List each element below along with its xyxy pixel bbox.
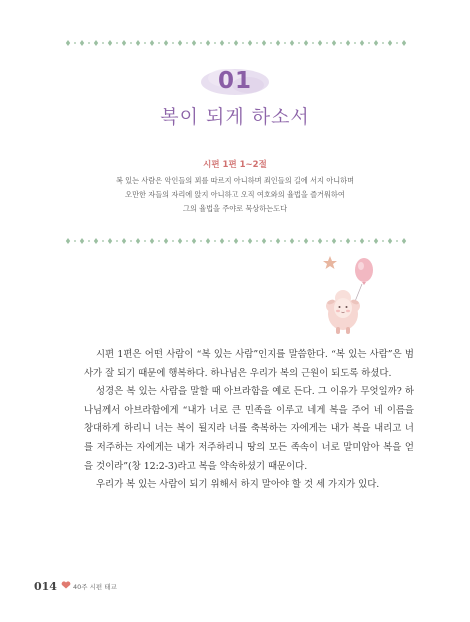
scripture-verse [60, 174, 410, 216]
chapter-title: 복이 되게 하소서 [160, 106, 310, 128]
divider-ornament [178, 40, 188, 46]
divider-ornament [234, 238, 244, 244]
divider-ornament [192, 238, 202, 244]
divider-ornament [388, 40, 398, 46]
divider-ornament [220, 40, 230, 46]
divider-ornament [122, 40, 132, 46]
body-paragraph: 성경은 복 있는 사람을 말할 때 아브라함을 예로 든다. 그 이유가 무엇일까? 하나님께서 아브라함에게 “내가 너로 큰 민족을 이루고 네게 복을 주어 네 이름을 창대하게 하리니 너는 복이 될지라 너를 축복하는 자에게는 내가 복을 내리고 너를 저주하는 자에게는 내가 저주하리니 땅의 모든 족속이 너로 말미암아 복을 얻을 것이라”(창 12:2-3)라고 복을 약속하셨기 때문이다. [84, 386, 414, 472]
divider-ornament [262, 238, 272, 244]
divider-ornament [122, 238, 132, 244]
divider-ornament [108, 238, 118, 244]
divider-ornament [360, 40, 370, 46]
verse-line: 그의 율법을 주야로 묵상하는도다 [182, 204, 288, 213]
divider-ornament [248, 40, 258, 46]
divider-ornament [402, 40, 408, 46]
divider-ornament [178, 238, 188, 244]
divider-ornament [80, 238, 90, 244]
body-text [84, 346, 414, 495]
divider-ornament [80, 40, 90, 46]
divider-ornament [332, 238, 342, 244]
body-paragraph: 우리가 복 있는 사람이 되기 위해서 하지 말아야 할 것 세 가지가 있다. [96, 479, 380, 491]
divider-ornament [360, 238, 370, 244]
divider-ornament [94, 238, 104, 244]
divider-ornament [206, 238, 216, 244]
divider-ornament [318, 40, 328, 46]
divider-ornament [150, 40, 160, 46]
divider-ornament [164, 40, 174, 46]
divider-ornament [248, 238, 258, 244]
divider-ornament [66, 40, 76, 46]
divider-ornament [290, 40, 300, 46]
divider-ornament [150, 238, 160, 244]
divider-ornament [276, 40, 286, 46]
bottom-divider [64, 236, 408, 246]
top-divider [64, 38, 408, 48]
divider-ornament [402, 238, 408, 244]
page-number: 014 [34, 580, 57, 593]
divider-ornament [234, 40, 244, 46]
divider-ornament [94, 40, 104, 46]
divider-ornament [346, 238, 356, 244]
scripture-reference: 시편 1편 1~2절 [203, 160, 267, 170]
star-icon [323, 256, 337, 269]
divider-ornament [374, 40, 384, 46]
page-footer [34, 580, 117, 593]
divider-ornament [220, 238, 230, 244]
body-paragraph: 시편 1편은 어떤 사람이 “복 있는 사람”인지를 말씀한다. “복 있는 사람”은 범사가 잘 되기 때문에 행복하다. 하나님은 우리가 복의 근원이 되도록 하셨다. [84, 349, 414, 379]
chapter-number: 01 [217, 68, 252, 94]
divider-ornament [276, 238, 286, 244]
verse-line: 오만한 자들의 자리에 앉지 아니하고 오직 여호와의 율법을 즐거워하여 [125, 190, 345, 199]
divider-ornament [346, 40, 356, 46]
heart-logo-icon [61, 581, 71, 592]
chapter-number-badge [196, 64, 274, 98]
divider-ornament [66, 238, 76, 244]
divider-ornament [318, 238, 328, 244]
divider-ornament [388, 238, 398, 244]
divider-ornament [164, 238, 174, 244]
divider-ornament [290, 238, 300, 244]
sheep-with-balloon-illustration [318, 250, 378, 338]
verse-line: 복 있는 사람은 악인들의 꾀를 따르지 아니하며 죄인들의 길에 서지 아니하며 [115, 176, 355, 185]
divider-ornament [374, 238, 384, 244]
divider-ornament [262, 40, 272, 46]
divider-ornament [192, 40, 202, 46]
divider-ornament [304, 40, 314, 46]
divider-ornament [332, 40, 342, 46]
divider-ornament [136, 40, 146, 46]
book-title: 40주 시편 태교 [72, 583, 117, 591]
divider-ornament [304, 238, 314, 244]
divider-ornament [136, 238, 146, 244]
divider-ornament [108, 40, 118, 46]
divider-ornament [206, 40, 216, 46]
